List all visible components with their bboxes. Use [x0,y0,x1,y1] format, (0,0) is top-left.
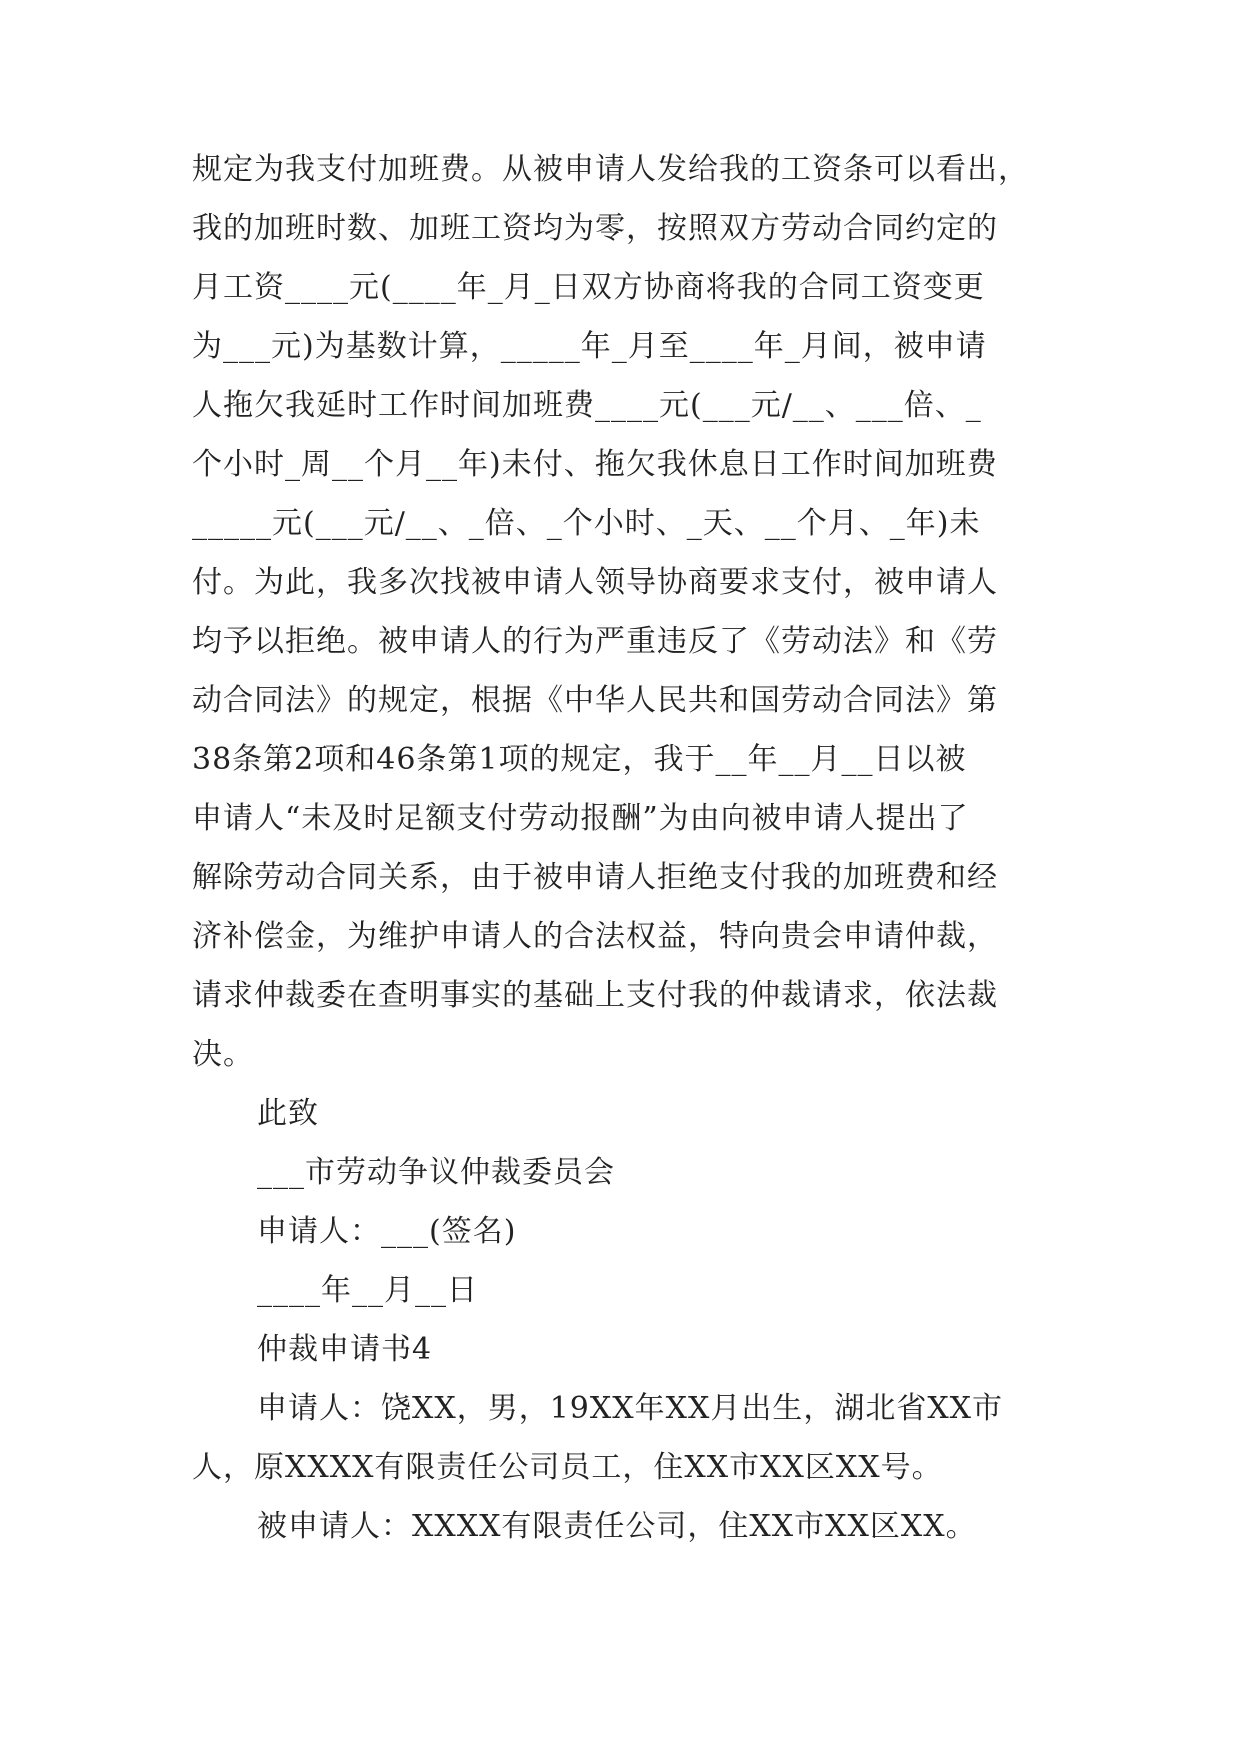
body-line-15: 请求仲裁委在查明事实的基础上支付我的仲裁请求，依法裁 [192,978,998,1013]
body-line-12: 申请人“未及时足额支付劳动报酬”为由向被申请人提出了 [192,801,969,836]
body-line-5: 人拖欠我延时工作时间加班费____元(___元/__、___倍、_ [192,388,982,423]
body-line-9: 均予以拒绝。被申请人的行为严重违反了《劳动法》和《劳 [192,624,998,659]
applicant-info-line-1: 申请人：饶XX，男，19XX年XX月出生，湖北省XX市 [257,1391,1004,1426]
body-line-3: 月工资____元(____年_月_日双方协商将我的合同工资变更 [192,270,985,305]
body-line-10: 动合同法》的规定，根据《中华人民共和国劳动合同法》第 [192,683,998,718]
salutation: 此致 [257,1096,319,1131]
body-line-2: 我的加班时数、加班工资均为零，按照双方劳动合同约定的 [192,211,998,246]
body-line-8: 付。为此，我多次找被申请人领导协商要求支付，被申请人 [192,565,998,600]
applicant-info-line-2: 人，原XXXX有限责任公司员工，住XX市XX区XX号。 [192,1450,943,1485]
body-line-7: _____元(___元/__、_倍、_个小时、_天、__个月、_年)未 [192,506,981,541]
body-line-4: 为___元)为基数计算，_____年_月至____年_月间，被申请 [192,329,987,364]
signature-date: ____年__月__日 [257,1273,478,1308]
applicant-signature: 申请人：___(签名) [257,1214,517,1249]
body-line-6: 个小时_周__个月__年)未付、拖欠我休息日工作时间加班费 [192,447,998,482]
body-line-13: 解除劳动合同关系，由于被申请人拒绝支付我的加班费和经 [192,860,998,895]
body-line-11: 38条第2项和46条第1项的规定，我于__年__月__日以被 [192,742,967,777]
respondent-info: 被申请人：XXXX有限责任公司，住XX市XX区XX。 [257,1509,977,1544]
recipient: ___市劳动争议仲裁委员会 [257,1155,615,1190]
body-line-1: 规定为我支付加班费。从被申请人发给我的工资条可以看出， [192,152,1029,187]
body-line-16: 决。 [192,1037,254,1072]
section-title: 仲裁申请书4 [257,1332,433,1367]
body-line-14: 济补偿金，为维护申请人的合法权益，特向贵会申请仲裁， [192,919,998,954]
